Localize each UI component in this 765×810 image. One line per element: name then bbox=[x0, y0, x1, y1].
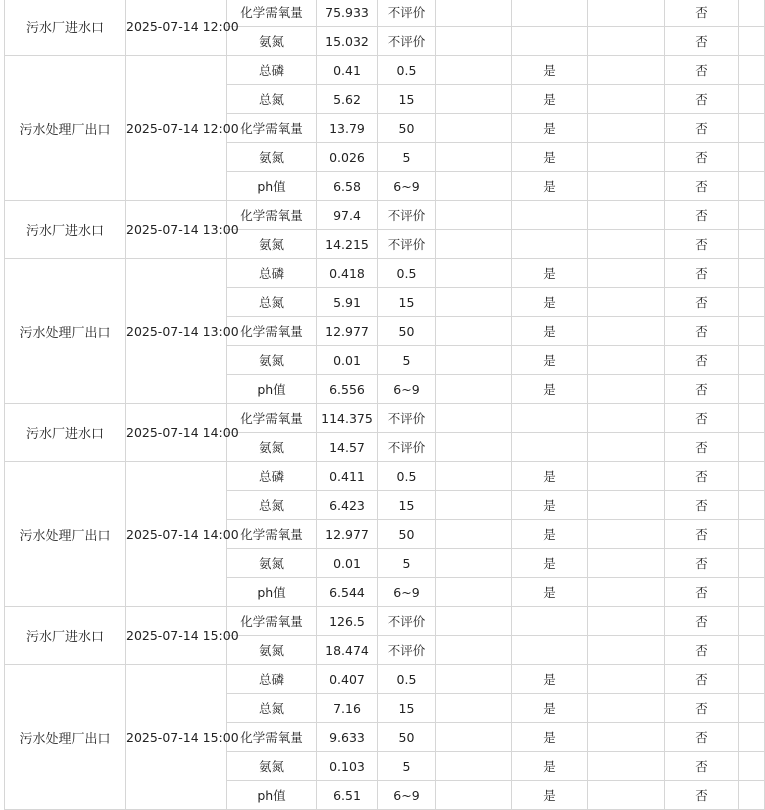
compliance-cell: 是 bbox=[512, 114, 588, 143]
empty-cell bbox=[588, 114, 665, 143]
pollutant-item-cell: 化学需氧量 bbox=[227, 114, 317, 143]
pollutant-item-cell: ph值 bbox=[227, 781, 317, 810]
empty-cell bbox=[588, 462, 665, 491]
empty-cell bbox=[739, 462, 765, 491]
empty-cell bbox=[436, 317, 512, 346]
compliance-cell: 是 bbox=[512, 549, 588, 578]
pollutant-item-cell: 总磷 bbox=[227, 665, 317, 694]
table-row bbox=[5, 665, 765, 694]
standard-limit-cell: 15 bbox=[378, 288, 436, 317]
compliance-cell: 是 bbox=[512, 752, 588, 781]
empty-cell bbox=[739, 230, 765, 259]
pollutant-item-cell: 化学需氧量 bbox=[227, 201, 317, 230]
exceedance-cell: 否 bbox=[665, 288, 739, 317]
standard-limit-cell: 50 bbox=[378, 520, 436, 549]
compliance-cell bbox=[512, 230, 588, 259]
monitoring-time-cell: 2025-07-14 12:00 bbox=[126, 0, 227, 56]
empty-cell bbox=[436, 259, 512, 288]
monitoring-time-cell: 2025-07-14 12:00 bbox=[126, 56, 227, 201]
exceedance-cell: 否 bbox=[665, 143, 739, 172]
empty-cell bbox=[588, 0, 665, 27]
empty-cell bbox=[436, 752, 512, 781]
empty-cell bbox=[588, 752, 665, 781]
pollutant-item-cell: 氨氮 bbox=[227, 752, 317, 781]
exceedance-cell: 否 bbox=[665, 0, 739, 27]
measured-value-cell: 0.411 bbox=[317, 462, 378, 491]
empty-cell bbox=[588, 433, 665, 462]
exceedance-cell: 否 bbox=[665, 172, 739, 201]
standard-limit-cell: 不评价 bbox=[378, 230, 436, 259]
empty-cell bbox=[739, 0, 765, 27]
exceedance-cell: 否 bbox=[665, 578, 739, 607]
empty-cell bbox=[739, 723, 765, 752]
empty-cell bbox=[739, 114, 765, 143]
monitoring-site-cell: 污水厂进水口 bbox=[5, 201, 126, 259]
standard-limit-cell: 不评价 bbox=[378, 404, 436, 433]
standard-limit-cell: 不评价 bbox=[378, 0, 436, 27]
compliance-cell: 是 bbox=[512, 520, 588, 549]
empty-cell bbox=[739, 317, 765, 346]
table-row bbox=[5, 201, 765, 230]
measured-value-cell: 126.5 bbox=[317, 607, 378, 636]
exceedance-cell: 否 bbox=[665, 317, 739, 346]
table-body bbox=[5, 0, 765, 810]
empty-cell bbox=[436, 433, 512, 462]
empty-cell bbox=[588, 143, 665, 172]
standard-limit-cell: 15 bbox=[378, 694, 436, 723]
empty-cell bbox=[436, 27, 512, 56]
monitoring-site-cell: 污水处理厂出口 bbox=[5, 56, 126, 201]
standard-limit-cell: 6~9 bbox=[378, 172, 436, 201]
standard-limit-cell: 不评价 bbox=[378, 433, 436, 462]
standard-limit-cell: 不评价 bbox=[378, 201, 436, 230]
measured-value-cell: 0.103 bbox=[317, 752, 378, 781]
standard-limit-cell: 5 bbox=[378, 752, 436, 781]
empty-cell bbox=[739, 636, 765, 665]
measured-value-cell: 0.418 bbox=[317, 259, 378, 288]
measured-value-cell: 97.4 bbox=[317, 201, 378, 230]
pollutant-item-cell: 总氮 bbox=[227, 491, 317, 520]
pollutant-item-cell: 化学需氧量 bbox=[227, 317, 317, 346]
measured-value-cell: 6.58 bbox=[317, 172, 378, 201]
table-row bbox=[5, 462, 765, 491]
exceedance-cell: 否 bbox=[665, 346, 739, 375]
monitoring-site-cell: 污水厂进水口 bbox=[5, 607, 126, 665]
measured-value-cell: 0.01 bbox=[317, 346, 378, 375]
empty-cell bbox=[436, 549, 512, 578]
empty-cell bbox=[739, 27, 765, 56]
compliance-cell bbox=[512, 201, 588, 230]
pollutant-item-cell: 总氮 bbox=[227, 694, 317, 723]
compliance-cell: 是 bbox=[512, 665, 588, 694]
measured-value-cell: 13.79 bbox=[317, 114, 378, 143]
monitoring-site-cell: 污水处理厂出口 bbox=[5, 259, 126, 404]
empty-cell bbox=[436, 723, 512, 752]
pollutant-item-cell: 氨氮 bbox=[227, 143, 317, 172]
empty-cell bbox=[588, 781, 665, 810]
empty-cell bbox=[436, 462, 512, 491]
empty-cell bbox=[739, 694, 765, 723]
measured-value-cell: 9.633 bbox=[317, 723, 378, 752]
standard-limit-cell: 0.5 bbox=[378, 462, 436, 491]
compliance-cell: 是 bbox=[512, 317, 588, 346]
exceedance-cell: 否 bbox=[665, 230, 739, 259]
empty-cell bbox=[436, 375, 512, 404]
empty-cell bbox=[739, 259, 765, 288]
pollutant-item-cell: 总磷 bbox=[227, 462, 317, 491]
empty-cell bbox=[739, 288, 765, 317]
exceedance-cell: 否 bbox=[665, 404, 739, 433]
exceedance-cell: 否 bbox=[665, 520, 739, 549]
empty-cell bbox=[436, 636, 512, 665]
standard-limit-cell: 50 bbox=[378, 114, 436, 143]
empty-cell bbox=[739, 56, 765, 85]
monitoring-site-cell: 污水处理厂出口 bbox=[5, 462, 126, 607]
standard-limit-cell: 5 bbox=[378, 143, 436, 172]
empty-cell bbox=[588, 27, 665, 56]
measured-value-cell: 12.977 bbox=[317, 317, 378, 346]
empty-cell bbox=[739, 549, 765, 578]
empty-cell bbox=[588, 317, 665, 346]
monitoring-site-cell: 污水厂进水口 bbox=[5, 404, 126, 462]
standard-limit-cell: 50 bbox=[378, 317, 436, 346]
measured-value-cell: 7.16 bbox=[317, 694, 378, 723]
empty-cell bbox=[436, 346, 512, 375]
empty-cell bbox=[588, 288, 665, 317]
exceedance-cell: 否 bbox=[665, 85, 739, 114]
monitoring-site-cell: 污水处理厂出口 bbox=[5, 665, 126, 810]
exceedance-cell: 否 bbox=[665, 114, 739, 143]
pollutant-item-cell: 氨氮 bbox=[227, 636, 317, 665]
pollutant-item-cell: 化学需氧量 bbox=[227, 404, 317, 433]
exceedance-cell: 否 bbox=[665, 694, 739, 723]
standard-limit-cell: 不评价 bbox=[378, 636, 436, 665]
exceedance-cell: 否 bbox=[665, 549, 739, 578]
empty-cell bbox=[739, 433, 765, 462]
empty-cell bbox=[436, 230, 512, 259]
measured-value-cell: 14.57 bbox=[317, 433, 378, 462]
monitoring-table bbox=[4, 0, 765, 810]
measured-value-cell: 6.51 bbox=[317, 781, 378, 810]
monitoring-time-cell: 2025-07-14 13:00 bbox=[126, 259, 227, 404]
compliance-cell: 是 bbox=[512, 723, 588, 752]
empty-cell bbox=[436, 114, 512, 143]
empty-cell bbox=[588, 607, 665, 636]
empty-cell bbox=[588, 259, 665, 288]
compliance-cell: 是 bbox=[512, 143, 588, 172]
exceedance-cell: 否 bbox=[665, 56, 739, 85]
compliance-cell: 是 bbox=[512, 56, 588, 85]
empty-cell bbox=[436, 694, 512, 723]
pollutant-item-cell: 氨氮 bbox=[227, 433, 317, 462]
empty-cell bbox=[436, 781, 512, 810]
table-row bbox=[5, 607, 765, 636]
pollutant-item-cell: 化学需氧量 bbox=[227, 0, 317, 27]
empty-cell bbox=[739, 665, 765, 694]
monitoring-time-cell: 2025-07-14 15:00 bbox=[126, 665, 227, 810]
standard-limit-cell: 50 bbox=[378, 723, 436, 752]
pollutant-item-cell: 氨氮 bbox=[227, 27, 317, 56]
measured-value-cell: 18.474 bbox=[317, 636, 378, 665]
compliance-cell: 是 bbox=[512, 578, 588, 607]
empty-cell bbox=[436, 491, 512, 520]
empty-cell bbox=[588, 636, 665, 665]
empty-cell bbox=[588, 375, 665, 404]
monitoring-site-cell: 污水厂进水口 bbox=[5, 0, 126, 56]
exceedance-cell: 否 bbox=[665, 723, 739, 752]
empty-cell bbox=[588, 578, 665, 607]
exceedance-cell: 否 bbox=[665, 462, 739, 491]
empty-cell bbox=[588, 665, 665, 694]
measured-value-cell: 15.032 bbox=[317, 27, 378, 56]
pollutant-item-cell: 总磷 bbox=[227, 56, 317, 85]
compliance-cell bbox=[512, 636, 588, 665]
empty-cell bbox=[739, 578, 765, 607]
measured-value-cell: 6.556 bbox=[317, 375, 378, 404]
empty-cell bbox=[436, 201, 512, 230]
table-row bbox=[5, 259, 765, 288]
measured-value-cell: 0.407 bbox=[317, 665, 378, 694]
measured-value-cell: 14.215 bbox=[317, 230, 378, 259]
pollutant-item-cell: 总氮 bbox=[227, 288, 317, 317]
empty-cell bbox=[739, 143, 765, 172]
empty-cell bbox=[436, 172, 512, 201]
empty-cell bbox=[436, 85, 512, 114]
exceedance-cell: 否 bbox=[665, 781, 739, 810]
table-row bbox=[5, 404, 765, 433]
empty-cell bbox=[739, 201, 765, 230]
pollutant-item-cell: 氨氮 bbox=[227, 230, 317, 259]
empty-cell bbox=[588, 723, 665, 752]
empty-cell bbox=[739, 781, 765, 810]
empty-cell bbox=[588, 404, 665, 433]
empty-cell bbox=[739, 404, 765, 433]
compliance-cell: 是 bbox=[512, 85, 588, 114]
standard-limit-cell: 不评价 bbox=[378, 607, 436, 636]
empty-cell bbox=[588, 230, 665, 259]
empty-cell bbox=[739, 752, 765, 781]
empty-cell bbox=[588, 520, 665, 549]
empty-cell bbox=[588, 549, 665, 578]
empty-cell bbox=[436, 404, 512, 433]
table-row bbox=[5, 0, 765, 27]
compliance-cell: 是 bbox=[512, 172, 588, 201]
empty-cell bbox=[739, 375, 765, 404]
standard-limit-cell: 5 bbox=[378, 346, 436, 375]
empty-cell bbox=[739, 607, 765, 636]
pollutant-item-cell: 化学需氧量 bbox=[227, 520, 317, 549]
compliance-cell: 是 bbox=[512, 259, 588, 288]
empty-cell bbox=[436, 288, 512, 317]
compliance-cell: 是 bbox=[512, 694, 588, 723]
empty-cell bbox=[588, 346, 665, 375]
standard-limit-cell: 15 bbox=[378, 491, 436, 520]
monitoring-time-cell: 2025-07-14 14:00 bbox=[126, 404, 227, 462]
pollutant-item-cell: ph值 bbox=[227, 578, 317, 607]
empty-cell bbox=[436, 578, 512, 607]
empty-cell bbox=[588, 172, 665, 201]
monitoring-time-cell: 2025-07-14 15:00 bbox=[126, 607, 227, 665]
standard-limit-cell: 0.5 bbox=[378, 259, 436, 288]
empty-cell bbox=[436, 143, 512, 172]
compliance-cell bbox=[512, 0, 588, 27]
empty-cell bbox=[588, 694, 665, 723]
standard-limit-cell: 不评价 bbox=[378, 27, 436, 56]
pollutant-item-cell: 氨氮 bbox=[227, 346, 317, 375]
empty-cell bbox=[436, 607, 512, 636]
measured-value-cell: 75.933 bbox=[317, 0, 378, 27]
compliance-cell: 是 bbox=[512, 781, 588, 810]
measured-value-cell: 0.01 bbox=[317, 549, 378, 578]
empty-cell bbox=[739, 172, 765, 201]
compliance-cell bbox=[512, 607, 588, 636]
table-row bbox=[5, 56, 765, 85]
pollutant-item-cell: ph值 bbox=[227, 172, 317, 201]
empty-cell bbox=[588, 491, 665, 520]
standard-limit-cell: 6~9 bbox=[378, 781, 436, 810]
empty-cell bbox=[739, 491, 765, 520]
empty-cell bbox=[436, 0, 512, 27]
exceedance-cell: 否 bbox=[665, 27, 739, 56]
empty-cell bbox=[436, 520, 512, 549]
measured-value-cell: 12.977 bbox=[317, 520, 378, 549]
empty-cell bbox=[436, 665, 512, 694]
exceedance-cell: 否 bbox=[665, 259, 739, 288]
measured-value-cell: 114.375 bbox=[317, 404, 378, 433]
exceedance-cell: 否 bbox=[665, 752, 739, 781]
compliance-cell bbox=[512, 404, 588, 433]
standard-limit-cell: 15 bbox=[378, 85, 436, 114]
empty-cell bbox=[739, 520, 765, 549]
monitoring-time-cell: 2025-07-14 14:00 bbox=[126, 462, 227, 607]
exceedance-cell: 否 bbox=[665, 665, 739, 694]
exceedance-cell: 否 bbox=[665, 433, 739, 462]
monitoring-time-cell: 2025-07-14 13:00 bbox=[126, 201, 227, 259]
pollutant-item-cell: ph值 bbox=[227, 375, 317, 404]
standard-limit-cell: 5 bbox=[378, 549, 436, 578]
exceedance-cell: 否 bbox=[665, 491, 739, 520]
exceedance-cell: 否 bbox=[665, 201, 739, 230]
measured-value-cell: 6.544 bbox=[317, 578, 378, 607]
compliance-cell: 是 bbox=[512, 346, 588, 375]
measured-value-cell: 0.026 bbox=[317, 143, 378, 172]
compliance-cell: 是 bbox=[512, 288, 588, 317]
pollutant-item-cell: 化学需氧量 bbox=[227, 607, 317, 636]
standard-limit-cell: 6~9 bbox=[378, 375, 436, 404]
pollutant-item-cell: 氨氮 bbox=[227, 549, 317, 578]
measured-value-cell: 6.423 bbox=[317, 491, 378, 520]
pollutant-item-cell: 化学需氧量 bbox=[227, 723, 317, 752]
empty-cell bbox=[739, 346, 765, 375]
compliance-cell: 是 bbox=[512, 462, 588, 491]
measured-value-cell: 5.91 bbox=[317, 288, 378, 317]
empty-cell bbox=[436, 56, 512, 85]
standard-limit-cell: 6~9 bbox=[378, 578, 436, 607]
standard-limit-cell: 0.5 bbox=[378, 665, 436, 694]
empty-cell bbox=[588, 201, 665, 230]
compliance-cell bbox=[512, 27, 588, 56]
compliance-cell bbox=[512, 433, 588, 462]
pollutant-item-cell: 总磷 bbox=[227, 259, 317, 288]
pollutant-item-cell: 总氮 bbox=[227, 85, 317, 114]
compliance-cell: 是 bbox=[512, 375, 588, 404]
exceedance-cell: 否 bbox=[665, 375, 739, 404]
compliance-cell: 是 bbox=[512, 491, 588, 520]
standard-limit-cell: 0.5 bbox=[378, 56, 436, 85]
measured-value-cell: 0.41 bbox=[317, 56, 378, 85]
exceedance-cell: 否 bbox=[665, 607, 739, 636]
empty-cell bbox=[739, 85, 765, 114]
measured-value-cell: 5.62 bbox=[317, 85, 378, 114]
empty-cell bbox=[588, 56, 665, 85]
exceedance-cell: 否 bbox=[665, 636, 739, 665]
empty-cell bbox=[588, 85, 665, 114]
